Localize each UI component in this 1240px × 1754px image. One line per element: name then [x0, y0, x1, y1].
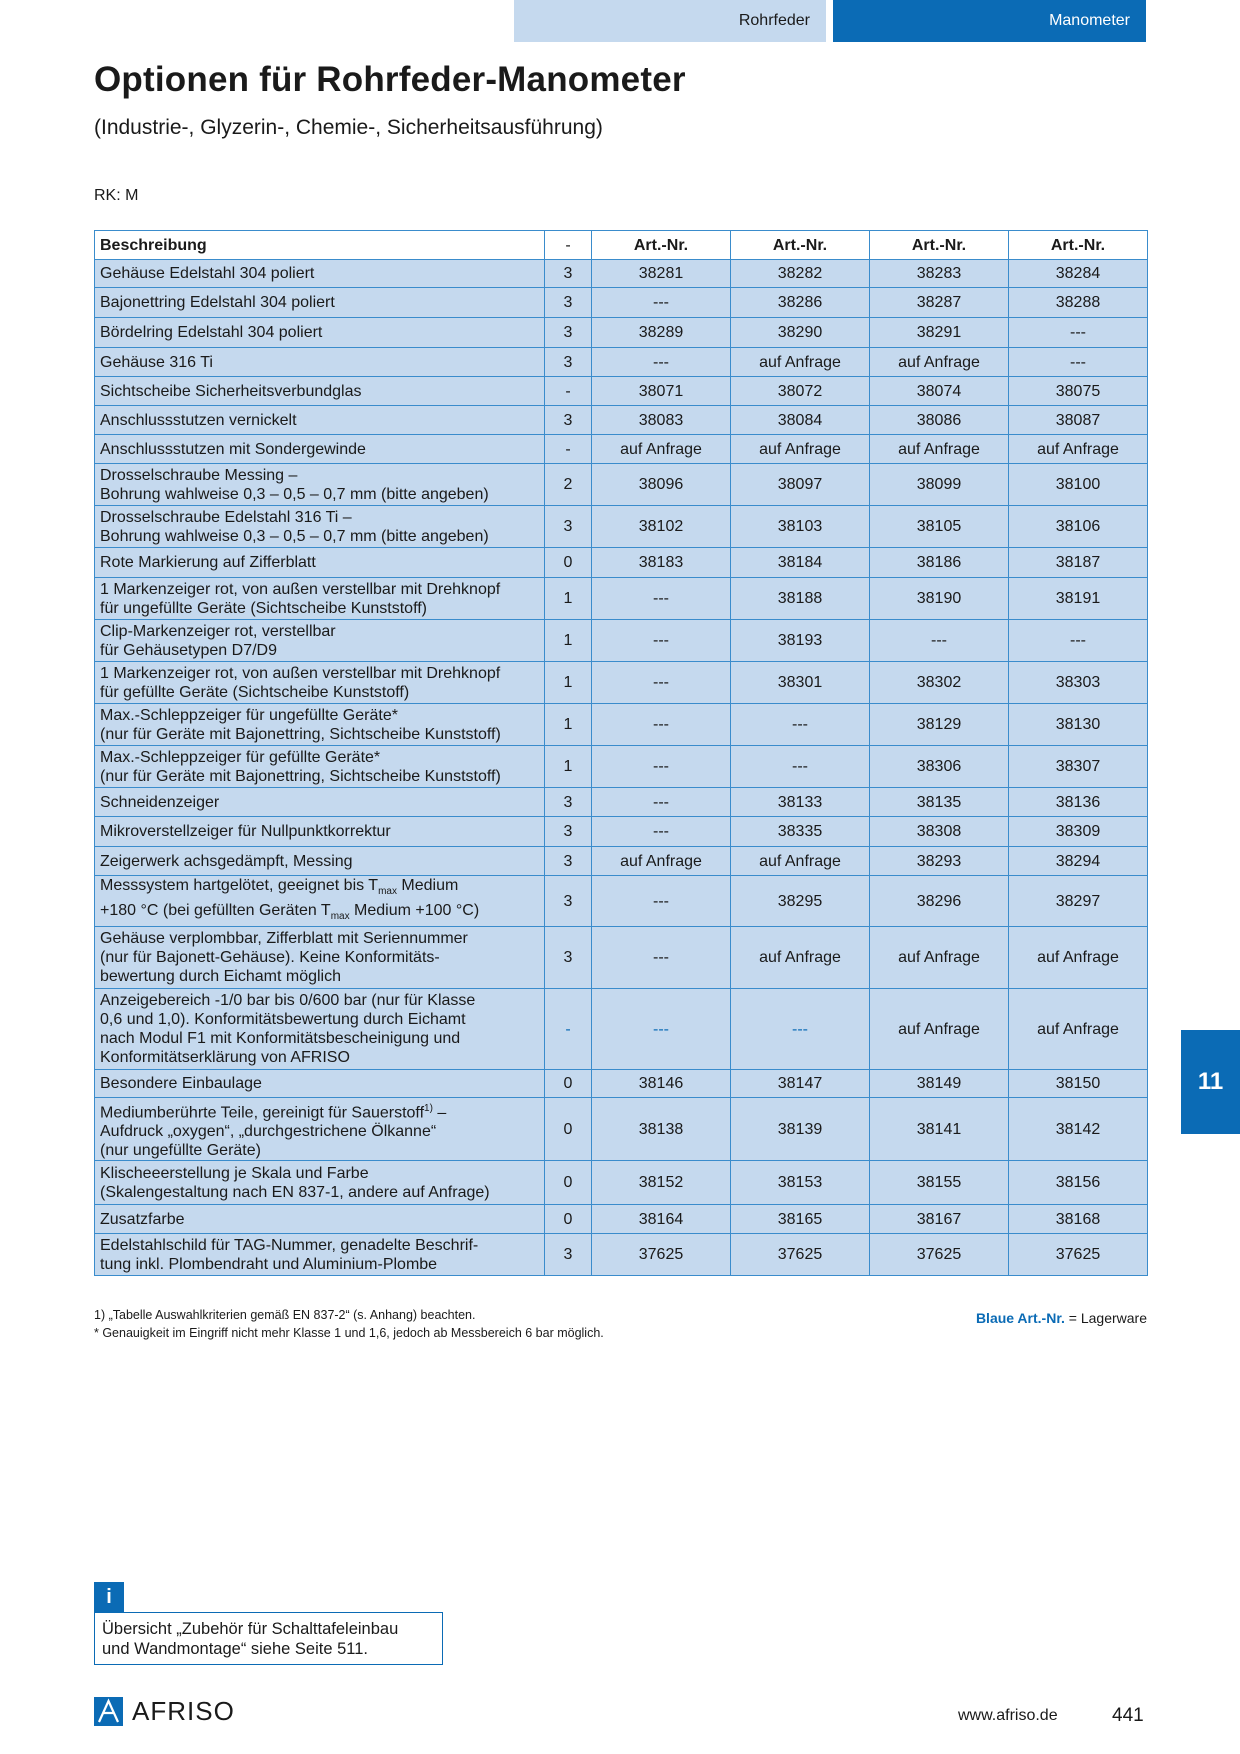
afriso-logo-text: AFRISO	[132, 1696, 235, 1726]
article-number-cell: 38282	[731, 260, 870, 288]
description-cell	[95, 1234, 545, 1276]
article-number-cell: 38286	[731, 288, 870, 318]
description-cell	[95, 548, 545, 578]
article-number-cell: 38150	[1009, 1070, 1148, 1098]
description-line: Gehäuse verplombbar, Zifferblatt mit Seriennummer	[100, 930, 468, 948]
article-number-cell: ---	[592, 927, 731, 989]
article-number-cell: 38168	[1009, 1205, 1148, 1234]
info-text-line: und Wandmontage“ siehe Seite 511.	[102, 1640, 369, 1658]
article-number-cell: auf Anfrage	[1009, 989, 1148, 1070]
description-line: Sichtscheibe Sicherheitsverbundglas	[100, 382, 362, 400]
description-line: Mediumberührte Teile, gereinigt für Sauerstoff$^{1)}$ –	[100, 1102, 447, 1122]
article-number-cell: ---	[870, 620, 1009, 662]
description-cell	[95, 620, 545, 662]
column-header-art-nr: Art.-Nr.	[870, 231, 1009, 260]
article-number-cell: 38306	[870, 746, 1009, 788]
description-line: +180 °C (bei gefüllten Geräten $T_{max}$ Medium +100 °C)	[100, 902, 480, 923]
description-cell	[95, 817, 545, 847]
column-header-art-nr: Art.-Nr.	[1009, 231, 1148, 260]
table-row	[95, 288, 1148, 318]
article-number-cell: ---	[592, 662, 731, 704]
description-line: Messsystem hartgelötet, geeignet bis $T_{max}$ Medium	[100, 877, 459, 898]
table-row	[95, 506, 1148, 548]
table-row	[95, 1070, 1148, 1098]
description-line: Clip-Markenzeiger rot, verstellbar	[100, 622, 336, 640]
description-line: Konformitätserklärung von AFRISO	[100, 1049, 350, 1067]
article-number-cell: 38186	[870, 548, 1009, 578]
article-number-cell: auf Anfrage	[1009, 435, 1148, 464]
description-cell	[95, 288, 545, 318]
article-number-cell: 38097	[731, 464, 870, 506]
description-cell	[95, 506, 545, 548]
code-cell: 0	[545, 548, 592, 578]
description-line: für gefüllte Geräte (Sichtscheibe Kunststoff)	[100, 683, 410, 701]
description-cell	[95, 406, 545, 435]
description-line: Bördelring Edelstahl 304 poliert	[100, 324, 323, 341]
description-line: Bajonettring Edelstahl 304 poliert	[100, 294, 335, 311]
article-number-cell: 38293	[870, 847, 1009, 876]
description-line: Mikroverstellzeiger für Nullpunktkorrektur	[100, 823, 391, 840]
article-number-cell: 38105	[870, 506, 1009, 548]
page-subtitle: (Industrie-, Glyzerin-, Chemie-, Sicherheitsausführung)	[94, 116, 603, 139]
article-number-cell: 38142	[1009, 1098, 1148, 1161]
table-row	[95, 788, 1148, 817]
article-number-cell: 38167	[870, 1205, 1009, 1234]
code-cell: 3	[545, 318, 592, 348]
description-cell	[95, 464, 545, 506]
description-line: 1 Markenzeiger rot, von außen verstellbar mit Drehknopf	[100, 580, 501, 598]
article-number-cell: ---	[1009, 620, 1148, 662]
article-number-cell: 38099	[870, 464, 1009, 506]
description-line: Anschlussstutzen vernickelt	[100, 411, 297, 429]
description-line: Bohrung wahlweise 0,3 – 0,5 – 0,7 mm (bitte angeben)	[100, 527, 489, 545]
table-row	[95, 578, 1148, 620]
article-number-cell: auf Anfrage	[731, 435, 870, 464]
description-line: Drosselschraube Messing –	[100, 466, 298, 484]
article-number-cell: 38106	[1009, 506, 1148, 548]
table-row	[95, 876, 1148, 927]
article-number-cell: 38096	[592, 464, 731, 506]
article-number-cell: 38129	[870, 704, 1009, 746]
column-header-art-nr: Art.-Nr.	[731, 231, 870, 260]
description-line: (nur für Geräte mit Bajonettring, Sichtscheibe Kunststoff)	[100, 767, 501, 785]
article-number-cell: 38287	[870, 288, 1009, 318]
article-number-cell: ---	[592, 876, 731, 927]
article-number-cell: 38130	[1009, 704, 1148, 746]
article-number-cell: 38291	[870, 318, 1009, 348]
table-header-row	[95, 231, 1148, 260]
table-row	[95, 548, 1148, 578]
code-cell: 1	[545, 620, 592, 662]
description-line: Klischeeerstellung je Skala und Farbe	[100, 1164, 369, 1182]
stock-legend-text: = Lagerware	[1064, 1310, 1147, 1326]
table-row	[95, 435, 1148, 464]
article-number-cell: 38283	[870, 260, 1009, 288]
article-number-cell: 37625	[870, 1234, 1009, 1276]
article-number-cell: 38083	[592, 406, 731, 435]
article-number-cell: 38183	[592, 548, 731, 578]
description-cell	[95, 788, 545, 817]
article-number-cell: 37625	[592, 1234, 731, 1276]
table-row	[95, 318, 1148, 348]
code-cell: 3	[545, 927, 592, 989]
article-number-cell: 38087	[1009, 406, 1148, 435]
article-number-cell: 38103	[731, 506, 870, 548]
article-number-cell: 38071	[592, 377, 731, 406]
article-number-cell: 38289	[592, 318, 731, 348]
code-cell: -	[545, 435, 592, 464]
article-number-cell: 38147	[731, 1070, 870, 1098]
description-line: Max.-Schleppzeiger für gefüllte Geräte*	[100, 748, 381, 766]
article-number-cell: auf Anfrage	[731, 348, 870, 377]
article-number-cell: 38301	[731, 662, 870, 704]
article-number-cell: auf Anfrage	[870, 348, 1009, 377]
page-title: Optionen für Rohrfeder-Manometer	[94, 60, 686, 99]
afriso-logo	[94, 1696, 235, 1727]
article-number-cell: auf Anfrage	[870, 927, 1009, 989]
description-cell	[95, 927, 545, 989]
code-cell: 3	[545, 348, 592, 377]
code-cell: 1	[545, 704, 592, 746]
article-number-cell: auf Anfrage	[1009, 927, 1148, 989]
article-number-cell: auf Anfrage	[870, 989, 1009, 1070]
section-tab-manometer[interactable]: Manometer	[833, 0, 1146, 42]
article-number-cell: ---	[592, 620, 731, 662]
description-cell	[95, 435, 545, 464]
article-number-cell: 38190	[870, 578, 1009, 620]
code-cell: 0	[545, 1161, 592, 1205]
article-number-cell: 38294	[1009, 847, 1148, 876]
article-number-cell: ---	[731, 704, 870, 746]
table-row	[95, 847, 1148, 876]
article-number-cell: 38152	[592, 1161, 731, 1205]
table-row	[95, 377, 1148, 406]
info-box	[94, 1612, 443, 1665]
article-number-cell: 38187	[1009, 548, 1148, 578]
description-cell	[95, 704, 545, 746]
description-cell	[95, 847, 545, 876]
article-number-cell: 38184	[731, 548, 870, 578]
code-cell: 3	[545, 788, 592, 817]
article-number-cell: 38074	[870, 377, 1009, 406]
article-number-cell: 38309	[1009, 817, 1148, 847]
article-number-cell: 38146	[592, 1070, 731, 1098]
description-line: Rote Markierung auf Zifferblatt	[100, 554, 316, 571]
article-number-cell: 38135	[870, 788, 1009, 817]
code-cell: 2	[545, 464, 592, 506]
code-cell: -	[545, 989, 592, 1070]
description-cell	[95, 1161, 545, 1205]
article-number-cell: 38153	[731, 1161, 870, 1205]
table-row	[95, 260, 1148, 288]
article-number-cell: ---	[592, 817, 731, 847]
description-line: für ungefüllte Geräte (Sichtscheibe Kunststoff)	[100, 599, 427, 617]
article-number-cell: auf Anfrage	[870, 435, 1009, 464]
article-number-cell: 38156	[1009, 1161, 1148, 1205]
code-cell: 3	[545, 817, 592, 847]
table-row	[95, 746, 1148, 788]
description-cell	[95, 989, 545, 1070]
description-cell	[95, 1205, 545, 1234]
article-number-cell: ---	[731, 746, 870, 788]
column-header-code: -	[545, 231, 592, 260]
info-text-line: Übersicht „Zubehör für Schalttafeleinbau	[102, 1620, 399, 1638]
description-line: Anschlussstutzen mit Sondergewinde	[100, 440, 366, 458]
description-cell	[95, 578, 545, 620]
footnote-1: 1) „Tabelle Auswahlkriterien gemäß EN 837-2“ (s. Anhang) beachten.	[94, 1308, 476, 1322]
code-cell: 3	[545, 876, 592, 927]
article-number-cell: ---	[592, 288, 731, 318]
table-row	[95, 704, 1148, 746]
table-row	[95, 1205, 1148, 1234]
afriso-logo-icon	[94, 1697, 123, 1726]
article-number-cell: 38072	[731, 377, 870, 406]
description-line: nach Modul F1 mit Konformitätsbescheinigung und	[100, 1030, 461, 1048]
article-number-cell: 38296	[870, 876, 1009, 927]
description-line: Besondere Einbaulage	[100, 1075, 262, 1093]
description-line: 1 Markenzeiger rot, von außen verstellbar mit Drehknopf	[100, 664, 501, 682]
table-row	[95, 817, 1148, 847]
description-line: für Gehäusetypen D7/D9	[100, 641, 277, 659]
article-number-cell: 38139	[731, 1098, 870, 1161]
article-number-cell: auf Anfrage	[592, 847, 731, 876]
article-number-cell: 38100	[1009, 464, 1148, 506]
article-number-cell: 38141	[870, 1098, 1009, 1161]
description-cell	[95, 1098, 545, 1161]
article-number-cell: 38102	[592, 506, 731, 548]
article-number-cell: ---	[592, 348, 731, 377]
article-number-cell: 38191	[1009, 578, 1148, 620]
article-number-cell: 38188	[731, 578, 870, 620]
description-line: Drosselschraube Edelstahl 316 Ti –	[100, 508, 352, 526]
description-cell	[95, 318, 545, 348]
table-row	[95, 662, 1148, 704]
article-number-cell: 37625	[731, 1234, 870, 1276]
article-number-cell: ---	[592, 704, 731, 746]
stock-legend-key: Blaue Art.-Nr.	[975, 1310, 1065, 1326]
article-number-cell: 38149	[870, 1070, 1009, 1098]
code-cell: 3	[545, 847, 592, 876]
code-cell: 1	[545, 746, 592, 788]
description-line: tung inkl. Plombendraht und Aluminium-Plombe	[100, 1255, 438, 1273]
article-number-cell: 38307	[1009, 746, 1148, 788]
table-row	[95, 620, 1148, 662]
description-line: Edelstahlschild für TAG-Nummer, genadelte Beschrif-	[100, 1236, 479, 1254]
table-row	[95, 989, 1148, 1070]
article-number-cell: 38284	[1009, 260, 1148, 288]
description-cell	[95, 377, 545, 406]
article-number-cell: ---	[592, 578, 731, 620]
rk-label: RK: M	[94, 187, 139, 204]
table-row	[95, 927, 1148, 989]
code-cell: 3	[545, 260, 592, 288]
article-number-cell: 38075	[1009, 377, 1148, 406]
article-number-cell: ---	[592, 989, 731, 1070]
article-number-cell: 38136	[1009, 788, 1148, 817]
description-cell	[95, 662, 545, 704]
article-number-cell: 38295	[731, 876, 870, 927]
description-line: Anzeigebereich -1/0 bar bis 0/600 bar (nur für Klasse	[100, 992, 476, 1010]
column-header-art-nr: Art.-Nr.	[592, 231, 731, 260]
description-cell	[95, 746, 545, 788]
description-line: bewertung durch Eichamt möglich	[100, 968, 342, 986]
article-number-cell: ---	[592, 788, 731, 817]
table-row	[95, 464, 1148, 506]
code-cell: 0	[545, 1098, 592, 1161]
description-line: Gehäuse 316 Ti	[100, 353, 213, 371]
code-cell: 0	[545, 1205, 592, 1234]
description-line: Max.-Schleppzeiger für ungefüllte Geräte*	[100, 706, 398, 724]
article-number-cell: 38193	[731, 620, 870, 662]
article-number-cell: ---	[1009, 348, 1148, 377]
article-number-cell: auf Anfrage	[731, 927, 870, 989]
table-row	[95, 1098, 1148, 1161]
article-number-cell: 38290	[731, 318, 870, 348]
description-line: (nur für Bajonett-Gehäuse). Keine Konformitäts-	[100, 949, 440, 967]
code-cell: -	[545, 377, 592, 406]
description-line: (nur ungefüllte Geräte)	[100, 1142, 261, 1160]
article-number-cell: 38302	[870, 662, 1009, 704]
description-line: Schneidenzeiger	[100, 793, 220, 811]
article-number-cell: 37625	[1009, 1234, 1148, 1276]
description-line: (Skalengestaltung nach EN 837-1, andere auf Anfrage)	[100, 1183, 490, 1201]
article-number-cell: ---	[592, 746, 731, 788]
article-number-cell: ---	[731, 989, 870, 1070]
description-line: Gehäuse Edelstahl 304 poliert	[100, 265, 315, 282]
article-number-cell: 38288	[1009, 288, 1148, 318]
article-number-cell: 38335	[731, 817, 870, 847]
description-line: Zusatzfarbe	[100, 1210, 185, 1228]
description-cell	[95, 348, 545, 377]
description-line: Bohrung wahlweise 0,3 – 0,5 – 0,7 mm (bitte angeben)	[100, 485, 489, 503]
article-number-cell: ---	[1009, 318, 1148, 348]
description-cell	[95, 260, 545, 288]
chapter-tab[interactable]: 11	[1181, 1030, 1240, 1134]
description-cell	[95, 1070, 545, 1098]
description-line: Aufdruck „oxygen“, „durchgestrichene Ölkanne“	[100, 1123, 437, 1141]
article-number-cell: auf Anfrage	[592, 435, 731, 464]
article-number-cell: 38084	[731, 406, 870, 435]
table-row	[95, 348, 1148, 377]
article-number-cell: 38086	[870, 406, 1009, 435]
table-row	[95, 1234, 1148, 1276]
options-table	[94, 230, 1148, 1276]
description-cell	[95, 876, 545, 927]
code-cell: 3	[545, 506, 592, 548]
table-row	[95, 1161, 1148, 1205]
page-number: 441	[1112, 1705, 1144, 1726]
article-number-cell: 38133	[731, 788, 870, 817]
article-number-cell: 38297	[1009, 876, 1148, 927]
table-row	[95, 406, 1148, 435]
code-cell: 1	[545, 578, 592, 620]
article-number-cell: 38165	[731, 1205, 870, 1234]
website-link[interactable]: www.afriso.de	[958, 1707, 1058, 1724]
info-icon: i	[94, 1582, 124, 1612]
article-number-cell: 38164	[592, 1205, 731, 1234]
article-number-cell: 38155	[870, 1161, 1009, 1205]
description-line: (nur für Geräte mit Bajonettring, Sichtscheibe Kunststoff)	[100, 725, 501, 743]
code-cell: 0	[545, 1070, 592, 1098]
description-line: 0,6 und 1,0). Konformitätsbewertung durch Eichamt	[100, 1011, 466, 1029]
code-cell: 3	[545, 288, 592, 318]
footnote-asterisk: * Genauigkeit im Eingriff nicht mehr Klasse 1 und 1,6, jedoch ab Messbereich 6 bar möglich.	[94, 1326, 604, 1340]
article-number-cell: 38308	[870, 817, 1009, 847]
column-header-beschreibung: Beschreibung	[95, 231, 545, 260]
code-cell: 3	[545, 1234, 592, 1276]
article-number-cell: auf Anfrage	[731, 847, 870, 876]
code-cell: 3	[545, 406, 592, 435]
section-tab-rohrfeder[interactable]: Rohrfeder	[514, 0, 826, 42]
article-number-cell: 38138	[592, 1098, 731, 1161]
article-number-cell: 38281	[592, 260, 731, 288]
article-number-cell: 38303	[1009, 662, 1148, 704]
code-cell: 1	[545, 662, 592, 704]
description-line: Zeigerwerk achsgedämpft, Messing	[100, 852, 353, 870]
stock-legend	[976, 1310, 1147, 1326]
